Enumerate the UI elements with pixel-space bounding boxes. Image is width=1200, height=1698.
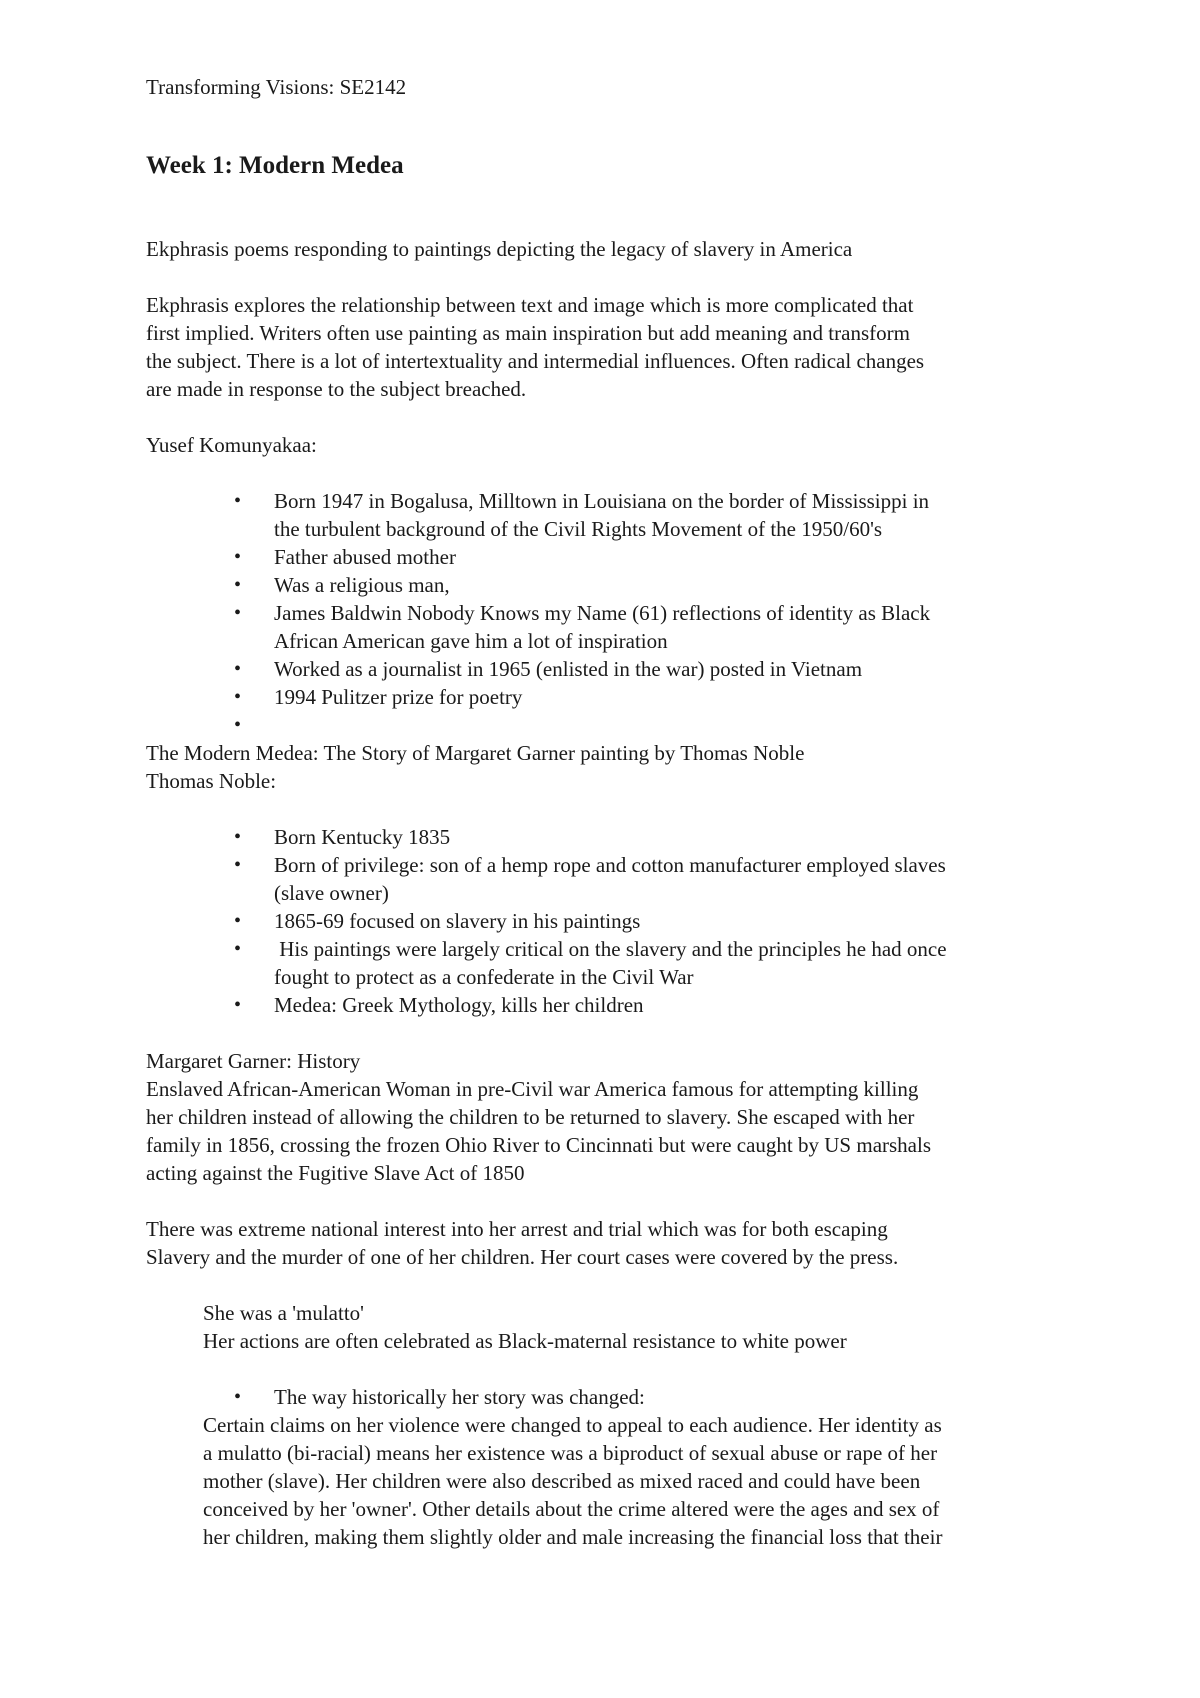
- paragraph-line: a mulatto (bi-racial) means her existence was a biproduct of sexual abuse or rape of her: [203, 1441, 938, 1465]
- bullet-icon: •: [234, 994, 242, 1016]
- noble-bullet-list: [146, 823, 1086, 1019]
- bullet-icon: •: [234, 686, 242, 708]
- yusef-heading: Yusef Komunyakaa:: [146, 433, 317, 457]
- list-item: [146, 907, 1086, 935]
- list-item-line: The way historically her story was changed:: [274, 1385, 645, 1409]
- list-item-line: Father abused mother: [274, 545, 456, 569]
- paragraph-line: mother (slave). Her children were also described as mixed raced and could have been: [203, 1469, 921, 1493]
- paragraph-line: Certain claims on her violence were changed to appeal to each audience. Her identity as: [203, 1413, 942, 1437]
- list-item-line: African American gave him a lot of inspiration: [274, 629, 668, 653]
- paragraph-line: There was extreme national interest into her arrest and trial which was for both escaping: [146, 1217, 888, 1241]
- way-paragraph: [203, 1411, 1083, 1551]
- list-item: [146, 571, 1086, 599]
- mulatto-lines: [203, 1299, 1083, 1355]
- paragraph-line: Slavery and the murder of one of her children. Her court cases were covered by the press.: [146, 1245, 899, 1269]
- paragraph-line: Margaret Garner: History: [146, 1049, 361, 1073]
- bullet-icon: •: [234, 602, 242, 624]
- list-item-line: Born Kentucky 1835: [274, 825, 451, 849]
- way-bullet-list: [146, 1383, 1086, 1411]
- bullet-icon: •: [234, 854, 242, 876]
- list-item: [146, 655, 1086, 683]
- list-item: [146, 935, 1086, 991]
- list-item: [146, 1383, 1086, 1411]
- week-title: Week 1: Modern Medea: [146, 152, 404, 179]
- paragraph-line: acting against the Fugitive Slave Act of 1850: [146, 1161, 525, 1185]
- list-item: [146, 599, 1086, 655]
- list-item: [146, 711, 1086, 739]
- bullet-icon: •: [234, 658, 242, 680]
- list-item-line: (slave owner): [274, 881, 389, 905]
- bullet-icon: •: [234, 714, 242, 736]
- intro-line: Ekphrasis poems responding to paintings depicting the legacy of slavery in America: [146, 237, 853, 261]
- paragraph-line: Her actions are often celebrated as Black-maternal resistance to white power: [203, 1329, 847, 1353]
- ekphrasis-paragraph: [146, 291, 1086, 403]
- list-item: [146, 851, 1086, 907]
- paragraph-line: family in 1856, crossing the frozen Ohio River to Cincinnati but were caught by US marshals: [146, 1133, 932, 1157]
- bullet-icon: •: [234, 490, 242, 512]
- bullet-icon: •: [234, 574, 242, 596]
- course-header: Transforming Visions: SE2142: [146, 75, 407, 99]
- list-item: [146, 823, 1086, 851]
- margaret-paragraph: [146, 1047, 1086, 1187]
- list-item: [146, 543, 1086, 571]
- paragraph-line: her children, making them slightly older and male increasing the financial loss that their: [203, 1525, 943, 1549]
- bullet-icon: •: [234, 938, 242, 960]
- list-item-line: [274, 711, 1086, 739]
- list-item-line: Born 1947 in Bogalusa, Milltown in Louisiana on the border of Mississippi in: [274, 489, 930, 513]
- noble-heading: Thomas Noble:: [146, 769, 277, 793]
- list-item: [146, 683, 1086, 711]
- bullet-icon: •: [234, 1386, 242, 1408]
- bullet-icon: •: [234, 826, 242, 848]
- paragraph-line: conceived by her 'owner'. Other details about the crime altered were the ages and sex of: [203, 1497, 940, 1521]
- list-item-line: James Baldwin Nobody Knows my Name (61) reflections of identity as Black: [274, 601, 931, 625]
- list-item-line: Was a religious man,: [274, 573, 450, 597]
- paragraph-line: her children instead of allowing the children to be returned to slavery. She escaped with her: [146, 1105, 915, 1129]
- list-item: [146, 487, 1086, 543]
- paragraph-line: first implied. Writers often use painting as main inspiration but add meaning and transform: [146, 321, 910, 345]
- list-item-line: the turbulent background of the Civil Rights Movement of the 1950/60's: [274, 517, 883, 541]
- yusef-bullet-list: [146, 487, 1086, 739]
- interest-paragraph: [146, 1215, 1086, 1271]
- paragraph-line: Ekphrasis explores the relationship between text and image which is more complicated that: [146, 293, 914, 317]
- painting-title-line: The Modern Medea: The Story of Margaret Garner painting by Thomas Noble: [146, 741, 805, 765]
- list-item-line: Worked as a journalist in 1965 (enlisted in the war) posted in Vietnam: [274, 657, 863, 681]
- paragraph-line: Enslaved African-American Woman in pre-Civil war America famous for attempting killing: [146, 1077, 919, 1101]
- list-item-line: His paintings were largely critical on the slavery and the principles he had once: [274, 937, 947, 961]
- paragraph-line: She was a 'mulatto': [203, 1301, 364, 1325]
- list-item: [146, 991, 1086, 1019]
- list-item-line: 1865-69 focused on slavery in his paintings: [274, 909, 641, 933]
- list-item-line: fought to protect as a confederate in the Civil War: [274, 965, 694, 989]
- paragraph-line: are made in response to the subject breached.: [146, 377, 527, 401]
- list-item-line: 1994 Pulitzer prize for poetry: [274, 685, 523, 709]
- painting-lines: [146, 739, 1086, 795]
- list-item-line: Born of privilege: son of a hemp rope and cotton manufacturer employed slaves: [274, 853, 946, 877]
- list-item-line: Medea: Greek Mythology, kills her children: [274, 993, 644, 1017]
- bullet-icon: •: [234, 910, 242, 932]
- paragraph-line: the subject. There is a lot of intertextuality and intermedial influences. Often radical changes: [146, 349, 925, 373]
- bullet-icon: •: [234, 546, 242, 568]
